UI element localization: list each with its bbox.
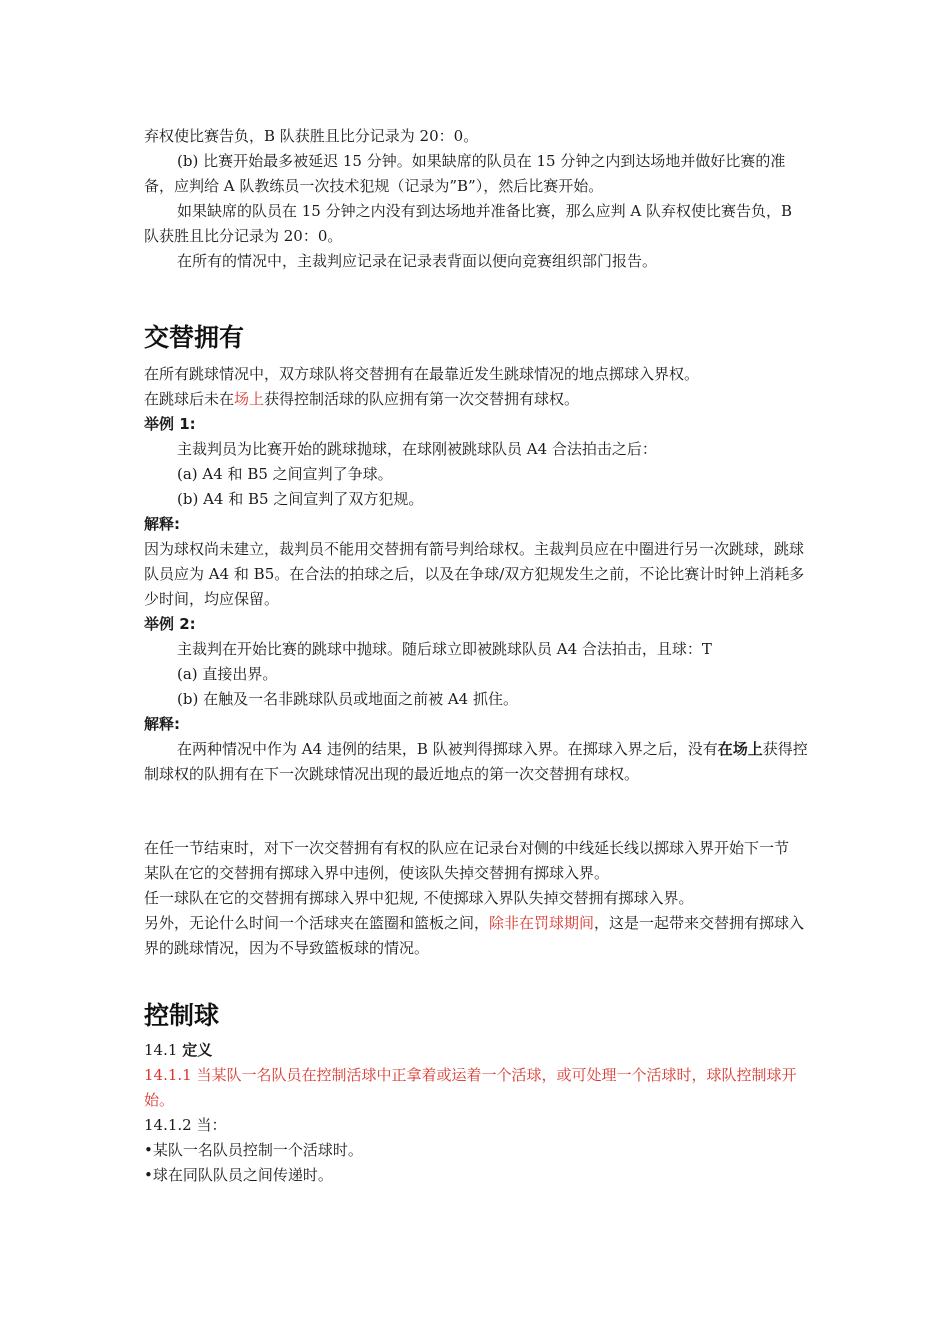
- example-label: 举例 2:: [144, 615, 196, 633]
- paragraph: [144, 387, 808, 412]
- bullet-item: •球在同队队员之间传递时。: [144, 1166, 333, 1184]
- paragraph: 在任一节结束时，对下一次交替拥有有权的队应在记录台对侧的中线延长线以掷球入界开始下一节: [144, 839, 790, 857]
- paragraph: 在所有的情况中，主裁判应记录在记录表背面以便向竞赛组织部门报告。: [177, 252, 658, 270]
- explanation-label: 解释:: [144, 515, 180, 533]
- paragraph: 主裁判员为比赛开始的跳球抛球，在球刚被跳球队员 A4 合法拍击之后：: [177, 440, 657, 458]
- text-run: 获得控制球权的队拥有在下一次跳球情况出现的最近地点的第一次交替拥有球权。: [144, 740, 808, 783]
- text-run: 获得控制活球的队应拥有第一次交替拥有球权。: [264, 390, 580, 408]
- paragraph: 任一球队在它的交替拥有掷球入界中犯规, 不使掷球入界队失掉交替拥有掷球入界。: [144, 889, 694, 907]
- bullet-item: •某队一名队员控制一个活球时。: [144, 1141, 363, 1159]
- definition-text: 14.1.1 当某队一名队员在控制活球中正拿着或运着一个活球，或可处理一个活球时，球队控制球开始。: [144, 1066, 797, 1109]
- paragraph: 主裁判在开始比赛的跳球中抛球。随后球立即被跳球队员 A4 合法拍击，且球：T: [177, 640, 712, 658]
- bold-text: 在场上: [717, 740, 763, 758]
- paragraph: 某队在它的交替拥有掷球入界中违例，使该队失掉交替拥有掷球入界。: [144, 864, 610, 882]
- text-run: 在两种情况中作为 A4 违例的结果，B 队被判得掷球入界。在掷球入界之后，没有: [177, 740, 718, 758]
- section-heading: 交替拥有: [144, 323, 245, 352]
- text-run: 在跳球后未在: [144, 390, 235, 408]
- list-item: (a) A4 和 B5 之间宣判了争球。: [177, 465, 393, 483]
- list-item: (b) 在触及一名非跳球队员或地面之前被 A4 抓住。: [177, 690, 518, 708]
- paragraph: [144, 737, 808, 787]
- paragraph: 弃权使比赛告负，B 队获胜且比分记录为 20：0。: [144, 127, 479, 145]
- highlight-text: 除非在罚球期间: [489, 914, 595, 932]
- example-label: 举例 1:: [144, 415, 196, 433]
- highlight-text: 场上: [234, 390, 265, 408]
- definition-label: 定义: [182, 1041, 213, 1059]
- text-run: ，这是一起带来交替拥有掷球入界的跳球情况，因为不导致篮板球的情况。: [144, 914, 805, 957]
- section-number: 14.1: [144, 1041, 178, 1059]
- text-run: 另外，无论什么时间一个活球夹在篮圈和篮板之间，: [144, 914, 490, 932]
- list-item: (a) 直接出界。: [177, 665, 278, 683]
- paragraph: 因为球权尚未建立，裁判员不能用交替拥有箭号判给球权。主裁判员应在中圈进行另一次跳球，跳球队员应为 A4 和 B5。在合法的拍球之后，以及在争球/双方犯规发生之前，不论比赛计时钟上消耗多少时间，均应保留。: [144, 540, 805, 608]
- paragraph: 如果缺席的队员在 15 分钟之内没有到达场地并准备比赛，那么应判 A 队弃权使比赛告负，B 队获胜且比分记录为 20：0。: [144, 202, 793, 245]
- paragraph: 在所有跳球情况中，双方球队将交替拥有在最靠近发生跳球情况的地点掷球入界权。: [144, 365, 700, 383]
- section-heading: 控制球: [144, 1001, 220, 1030]
- explanation-label: 解释:: [144, 715, 180, 733]
- paragraph: (b) 比赛开始最多被延迟 15 分钟。如果缺席的队员在 15 分钟之内到达场地并做好比赛的准备，应判给 A 队教练员一次技术犯规（记录为”B”），然后比赛开始。: [144, 152, 786, 195]
- definition-text: 14.1.2 当：: [144, 1116, 227, 1134]
- definition-heading: [144, 1038, 808, 1063]
- list-item: (b) A4 和 B5 之间宣判了双方犯规。: [177, 490, 424, 508]
- document-page: [144, 124, 808, 1188]
- paragraph: [144, 911, 808, 961]
